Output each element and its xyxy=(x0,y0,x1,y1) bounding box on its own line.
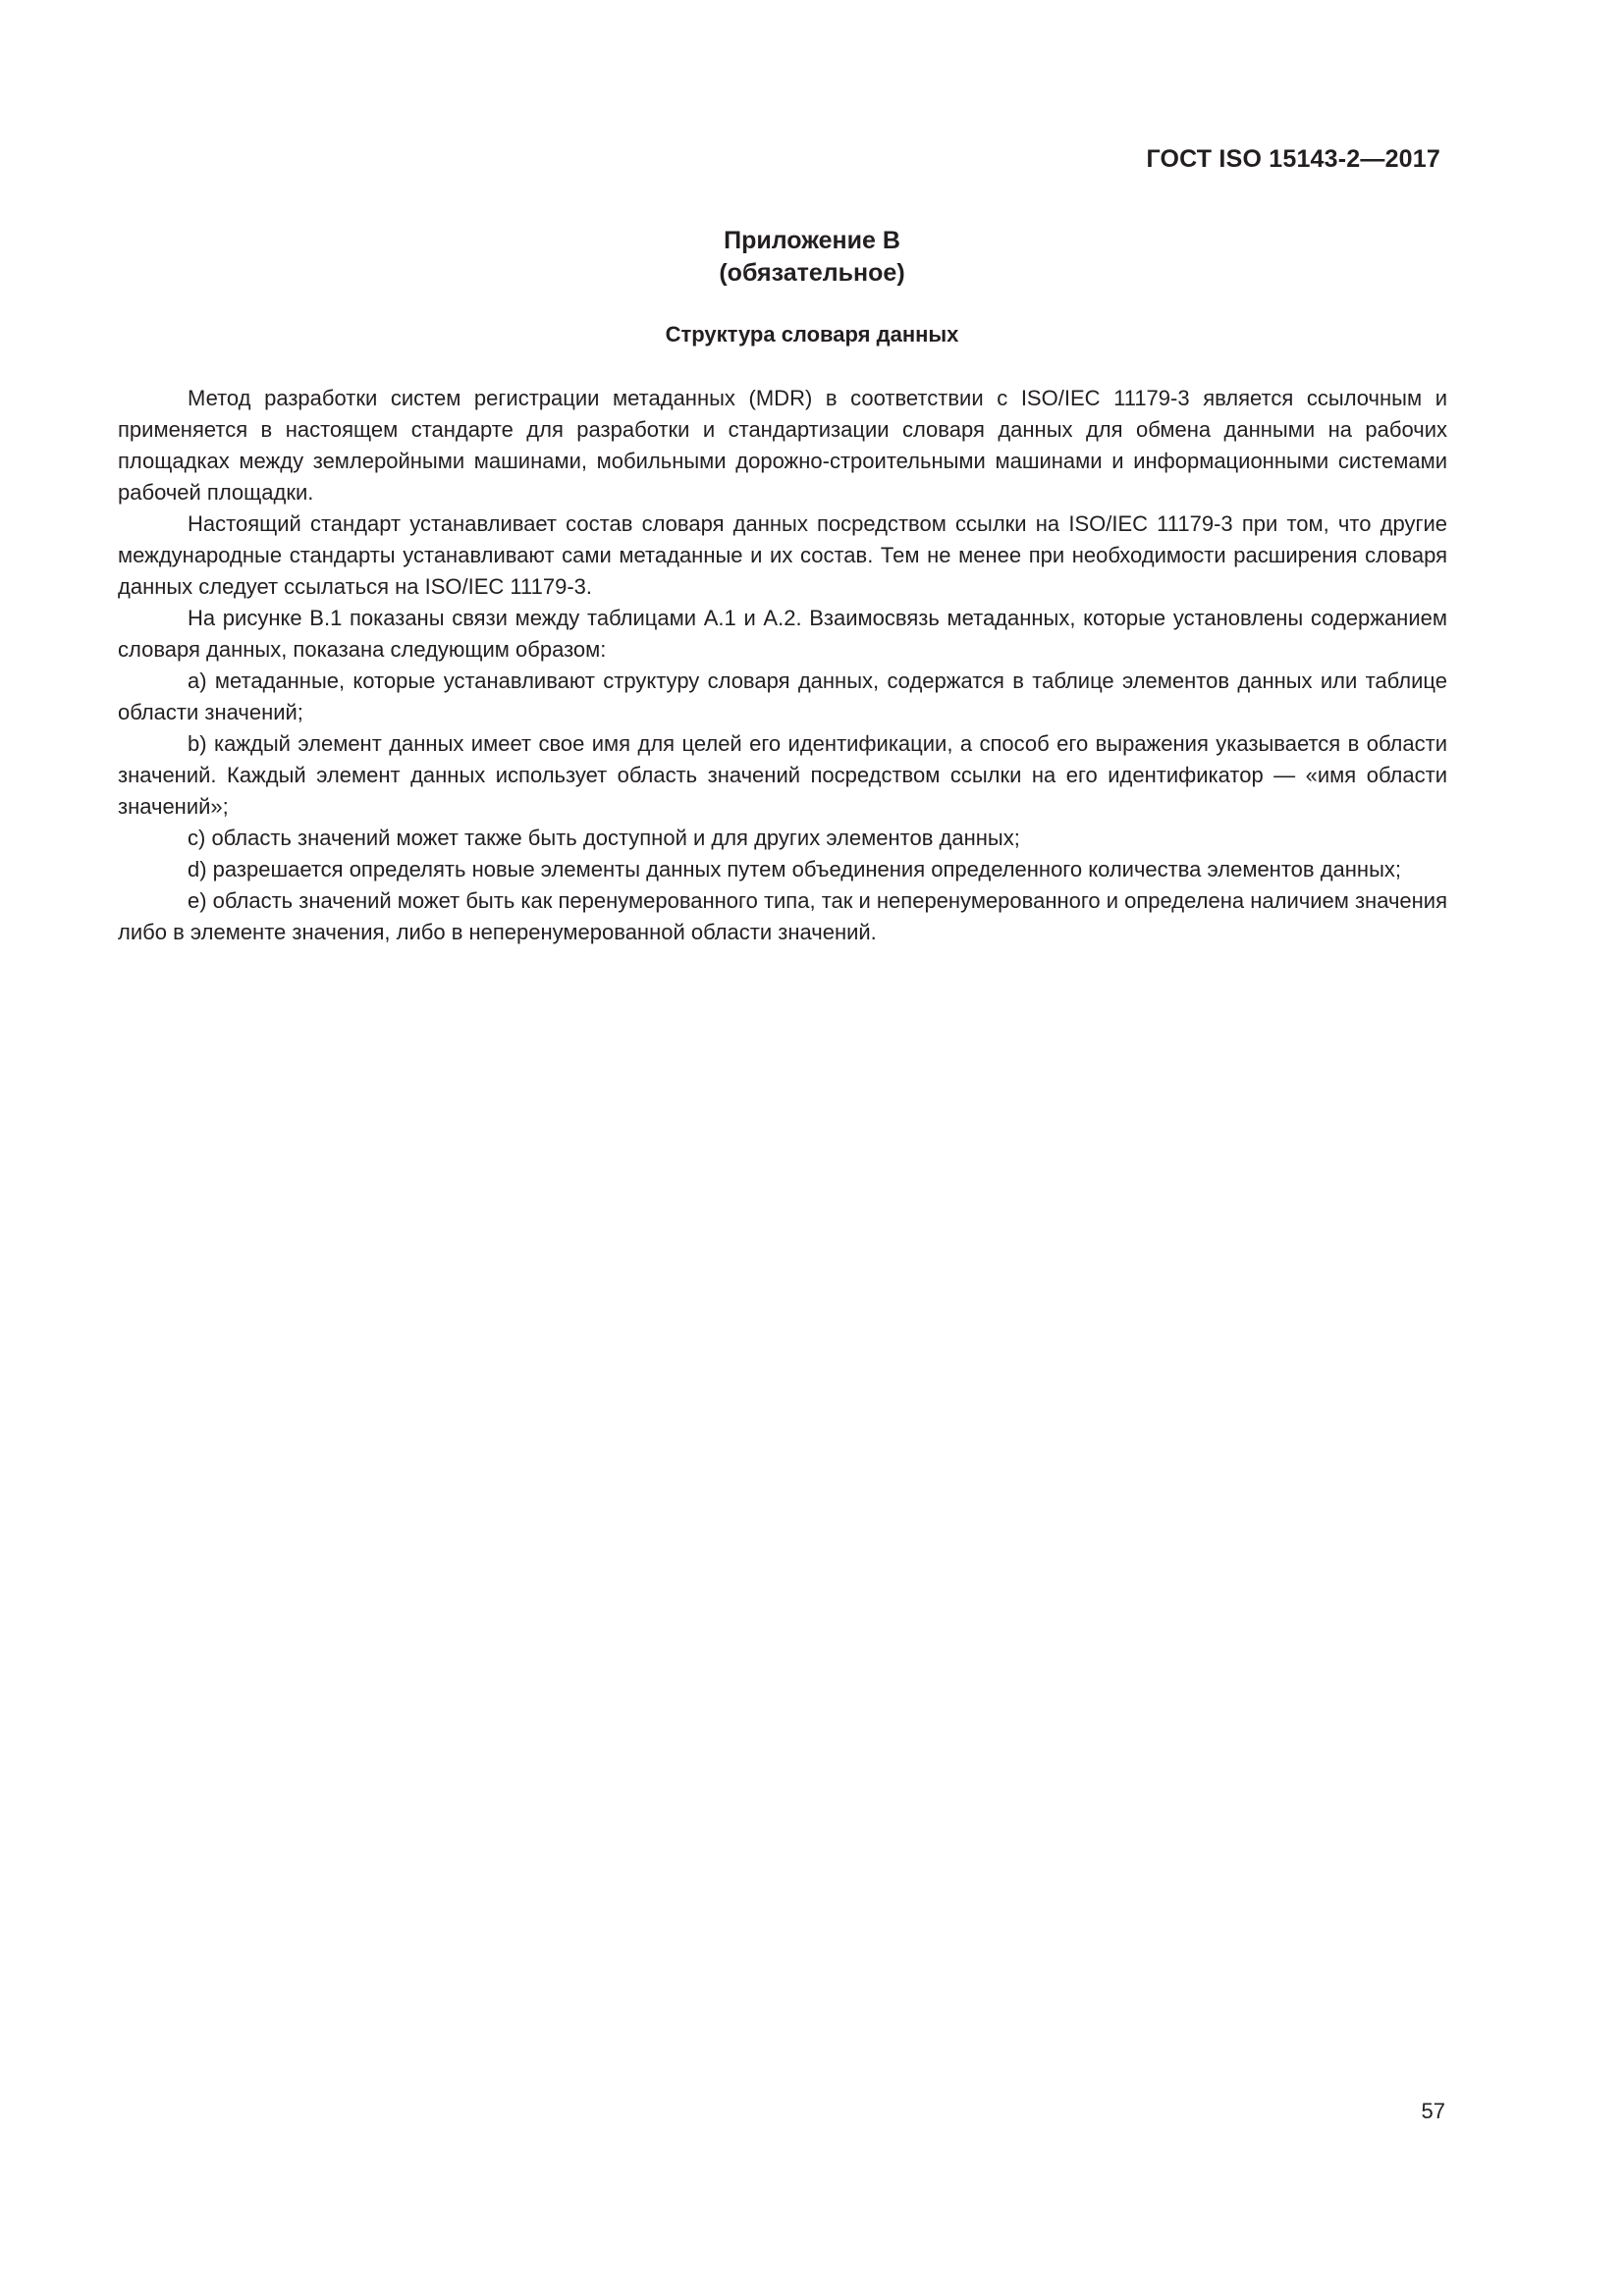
annex-subtitle: (обязательное) xyxy=(719,259,905,287)
section-heading: Структура словаря данных xyxy=(665,322,959,347)
list-item: а) метаданные, которые устанавливают структуру словаря данных, содержатся в таблице элементов данных или таблице области значений; xyxy=(118,668,1447,724)
body-text xyxy=(118,383,1447,948)
running-header: ГОСТ ISO 15143-2—2017 xyxy=(1146,145,1440,173)
page-number: 57 xyxy=(1421,2099,1445,2123)
paragraph: Настоящий стандарт устанавливает состав словаря данных посредством ссылки на ISO/IEC 11179-3 при том, что другие международные стандарты устанавливают сами метаданные и их состав. Тем не менее при необходимости расширения словаря данных следует ссылаться на ISO/IEC 11179-3. xyxy=(118,511,1447,599)
list-item: d) разрешается определять новые элементы данных путем объединения определенного количества элементов данных; xyxy=(188,857,1401,881)
paragraph: Метод разработки систем регистрации метаданных (MDR) в соответствии с ISO/IEC 11179-3 является ссылочным и применяется в настоящем стандарте для разработки и стандартизации словаря данных для обмена данными на рабочих площадках между землеройными машинами, мобильными дорожно-строительными машинами и информационными системами рабочей площадки. xyxy=(118,386,1447,505)
list-item: е) область значений может быть как перенумерованного типа, так и неперенумерованного и определена наличием значения либо в элементе значения, либо в неперенумерованной области значений. xyxy=(118,888,1447,944)
list-item: с) область значений может также быть доступной и для других элементов данных; xyxy=(188,826,1020,850)
annex-title: Приложение В xyxy=(724,227,900,254)
list-item: b) каждый элемент данных имеет свое имя для целей его идентификации, а способ его выражения указывается в области значений. Каждый элемент данных использует область значений посредством ссылки на его идентификатор — «имя области значений»; xyxy=(118,731,1447,819)
paragraph: На рисунке В.1 показаны связи между таблицами А.1 и А.2. Взаимосвязь метаданных, которые установлены содержанием словаря данных, показана следующим образом: xyxy=(118,606,1447,662)
annex-block xyxy=(0,225,1624,290)
